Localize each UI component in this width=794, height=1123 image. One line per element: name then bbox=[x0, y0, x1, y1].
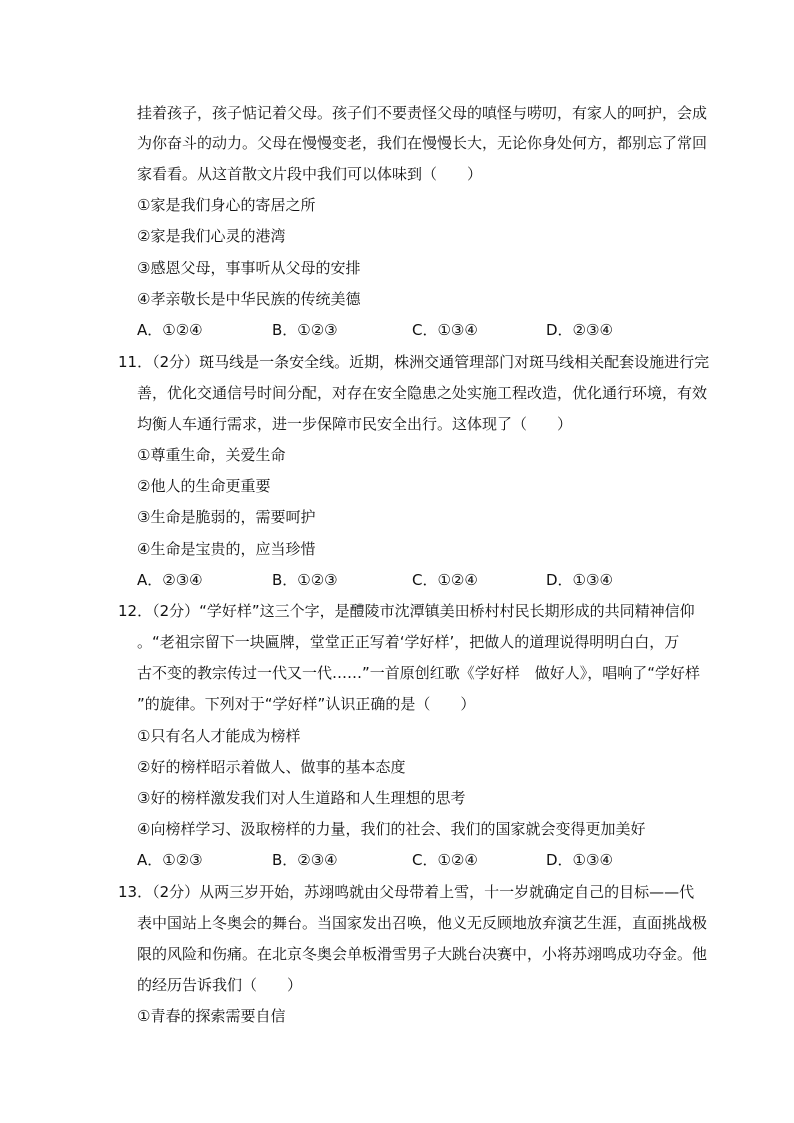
q11-choice-c: C．①②④ bbox=[412, 571, 478, 589]
q10-item: ②家是我们心灵的港湾 bbox=[137, 227, 286, 245]
q12-stem-line: 古不变的教宗传过一代又一代……”一首原创红歌《学好样 做好人》，唱响了“学好样 bbox=[137, 664, 701, 682]
q11-stem-line: 善，优化交通信号时间分配，对存在安全隐患之处实施工程改造，优化通行环境，有效 bbox=[137, 384, 708, 402]
q11-choice-a: A．②③④ bbox=[137, 571, 203, 589]
q11-item: ④生命是宝贵的，应当珍惜 bbox=[137, 540, 316, 558]
q13-stem-line: 限的风险和伤痛。在北京冬奥会单板滑雪男子大跳台决赛中，小将苏翊鸣成功夺金。他 bbox=[137, 945, 708, 963]
q10-choice-d: D．②③④ bbox=[546, 321, 613, 339]
q12-stem-line: 。“老祖宗留下一块匾牌，堂堂正正写着‘学好样’，把做人的道理说得明明白白，万 bbox=[137, 633, 680, 651]
q13-stem-line: 13．（2分）从两三岁开始，苏翊鸣就由父母带着上雪，十一岁就确定自己的目标——代 bbox=[118, 883, 695, 901]
q10-choice-a: A．①②④ bbox=[137, 321, 203, 339]
q12-choice-a: A．①②③ bbox=[137, 851, 203, 869]
q12-item: ②好的榜样昭示着做人、做事的基本态度 bbox=[137, 758, 406, 776]
q12-stem-line: 12．（2分）“学好样”这三个字，是醴陵市沈潭镇美田桥村村民长期形成的共同精神信仰 bbox=[118, 602, 695, 620]
q12-item: ③好的榜样激发我们对人生道路和人生理想的思考 bbox=[137, 789, 466, 807]
q10-item: ③感恩父母，事事听从父母的安排 bbox=[137, 259, 361, 277]
q10-choice-b: B．①②③ bbox=[272, 321, 338, 339]
q11-item: ③生命是脆弱的，需要呵护 bbox=[137, 508, 316, 526]
q10-stem-line: 为你奋斗的动力。父母在慢慢变老，我们在慢慢长大，无论你身处何方，都别忘了常回 bbox=[137, 134, 708, 152]
q11-stem-line: 11．（2分）斑马线是一条安全线。近期，株洲交通管理部门对斑马线相关配套设施进行完 bbox=[118, 353, 710, 371]
q12-choice-d: D．①③④ bbox=[546, 851, 613, 869]
q11-item: ②他人的生命更重要 bbox=[137, 477, 271, 495]
q12-item: ①只有名人才能成为榜样 bbox=[137, 727, 301, 745]
q10-stem-line: 家看看。从这首散文片段中我们可以体味到（ ） bbox=[137, 165, 483, 183]
q12-stem-line: ”的旋律。下列对于“学好样”认识正确的是（ ） bbox=[137, 695, 476, 713]
q11-choice-d: D．①③④ bbox=[546, 571, 613, 589]
q12-choice-c: C．①②④ bbox=[412, 851, 478, 869]
q13-stem-line: 表中国站上冬奥会的舞台。当国家发出召唤，他义无反顾地放弃演艺生涯，直面挑战极 bbox=[137, 914, 708, 932]
q10-item: ④孝亲敬长是中华民族的传统美德 bbox=[137, 290, 361, 308]
q12-choice-b: B．②③④ bbox=[272, 851, 338, 869]
q10-stem-line: 挂着孩子，孩子惦记着父母。孩子们不要责怪父母的嗔怪与唠叨，有家人的呵护，会成 bbox=[137, 104, 708, 122]
q10-choice-c: C．①③④ bbox=[412, 321, 478, 339]
q11-choice-b: B．①②③ bbox=[272, 571, 338, 589]
q11-stem-line: 均衡人车通行需求，进一步保障市民安全出行。这体现了（ ） bbox=[137, 415, 573, 433]
q13-item: ①青春的探索需要自信 bbox=[137, 1007, 286, 1025]
q11-item: ①尊重生命，关爱生命 bbox=[137, 446, 286, 464]
q10-item: ①家是我们身心的寄居之所 bbox=[137, 196, 316, 214]
q12-item: ④向榜样学习、汲取榜样的力量，我们的社会、我们的国家就会变得更加美好 bbox=[137, 820, 646, 838]
q13-stem-line: 的经历告诉我们（ ） bbox=[137, 976, 303, 994]
